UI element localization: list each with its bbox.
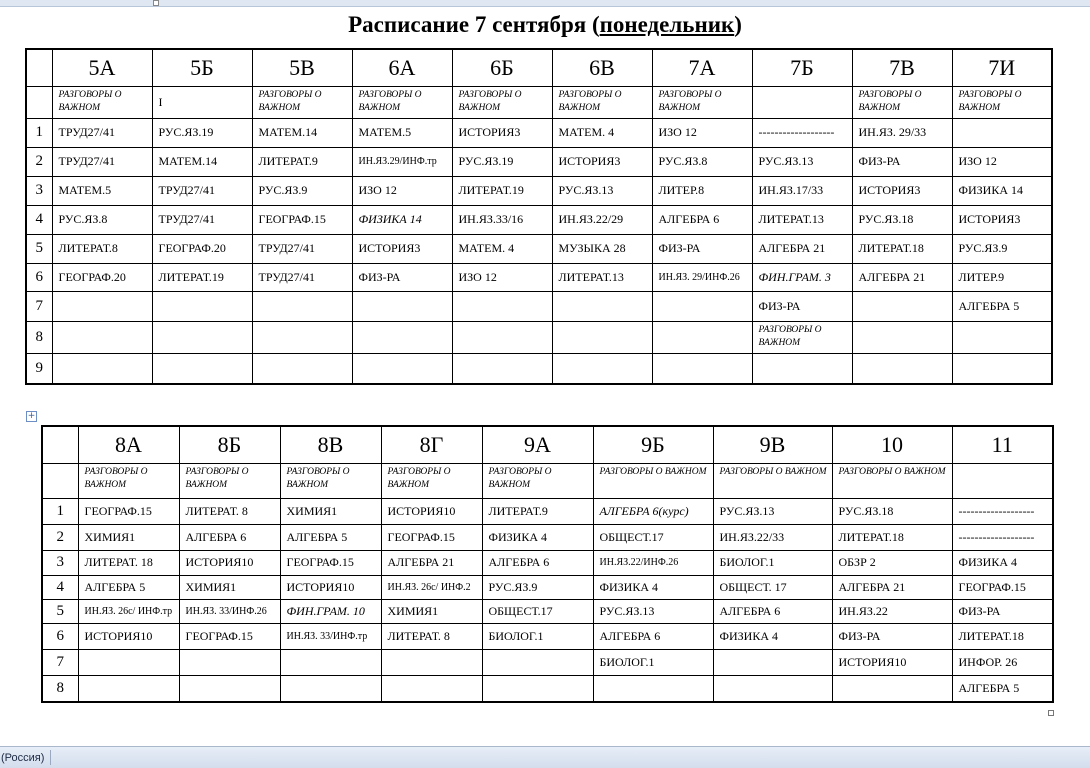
lesson-row xyxy=(42,599,1053,623)
lesson-cell xyxy=(381,649,482,675)
lesson-cell: ГЕОГРАФ.20 xyxy=(52,263,152,291)
lesson-cell: РУС.ЯЗ.13 xyxy=(752,147,852,176)
lesson-cell xyxy=(452,353,552,384)
lesson-cell: ЛИТЕРАТ. 18 xyxy=(78,550,179,575)
class-header: 9Б xyxy=(593,426,713,463)
lesson-cell: ИН.ЯЗ.17/33 xyxy=(752,176,852,205)
lesson-cell: ТРУД27/41 xyxy=(252,263,352,291)
lesson-number: 7 xyxy=(26,291,52,321)
lesson-zero-cell: РАЗГОВОРЫ О ВАЖНОМ xyxy=(593,463,713,498)
class-header: 9В xyxy=(713,426,832,463)
lesson-cell xyxy=(652,353,752,384)
table-move-handle-icon[interactable]: + xyxy=(27,411,36,421)
lesson-row xyxy=(42,575,1053,599)
lesson-zero-cell: РАЗГОВОРЫ О ВАЖНОМ xyxy=(179,463,280,498)
lesson-number: 6 xyxy=(26,263,52,291)
lesson-cell: АЛГЕБРА 5 xyxy=(78,575,179,599)
lesson-zero-cell xyxy=(952,463,1053,498)
lesson-cell: ИСТОРИЯ3 xyxy=(452,118,552,147)
lesson-row xyxy=(42,675,1053,702)
lesson-cell: ЛИТЕР.8 xyxy=(652,176,752,205)
lesson-zero-cell: РАЗГОВОРЫ О ВАЖНОМ xyxy=(852,86,952,118)
lesson-number: 2 xyxy=(26,147,52,176)
lesson-cell: ЛИТЕРАТ.19 xyxy=(152,263,252,291)
lesson-cell: ИСТОРИЯ10 xyxy=(179,550,280,575)
lesson-cell: ИСТОРИЯ3 xyxy=(352,234,452,263)
lesson-number: 7 xyxy=(42,649,78,675)
lesson-cell: АЛГЕБРА 21 xyxy=(752,234,852,263)
empty-cell xyxy=(42,463,78,498)
lesson-cell: ХИМИЯ1 xyxy=(381,599,482,623)
lesson-cell xyxy=(52,321,152,353)
lesson-cell: РУС.ЯЗ.13 xyxy=(713,498,832,524)
lesson-cell xyxy=(482,675,593,702)
lesson-cell xyxy=(713,675,832,702)
lesson-cell: ФИЗИКА 4 xyxy=(713,623,832,649)
lesson-number: 9 xyxy=(26,353,52,384)
table-resize-handle[interactable] xyxy=(1048,710,1054,716)
lesson-cell: ГЕОГРАФ.15 xyxy=(179,623,280,649)
lesson-cell: БИОЛОГ.1 xyxy=(713,550,832,575)
lesson-cell xyxy=(352,353,452,384)
lesson-zero-cell: РАЗГОВОРЫ О ВАЖНОМ xyxy=(832,463,952,498)
lesson-cell: ЛИТЕР.9 xyxy=(952,263,1052,291)
lesson-number: 4 xyxy=(42,575,78,599)
lesson-zero-cell: РАЗГОВОРЫ О ВАЖНОМ xyxy=(452,86,552,118)
page-title: Расписание 7 сентября (понедельник) xyxy=(348,12,742,37)
lesson-cell: АЛГЕБРА 6 xyxy=(652,205,752,234)
class-header: 6А xyxy=(352,49,452,86)
lesson-cell xyxy=(593,675,713,702)
class-header: 8А xyxy=(78,426,179,463)
lesson-cell: АЛГЕБРА 5 xyxy=(280,524,381,550)
lesson-cell: ХИМИЯ1 xyxy=(280,498,381,524)
lesson-cell: ОБЩЕСТ.17 xyxy=(593,524,713,550)
lesson-cell: ФИЗИКА 14 xyxy=(352,205,452,234)
lesson-cell: АЛГЕБРА 5 xyxy=(952,291,1052,321)
lesson-cell xyxy=(452,291,552,321)
lesson-cell: ЛИТЕРАТ.19 xyxy=(452,176,552,205)
lesson-cell: ИН.ЯЗ. 29/33 xyxy=(852,118,952,147)
lesson-number: 5 xyxy=(26,234,52,263)
lesson-cell xyxy=(952,321,1052,353)
lesson-cell: ИН.ЯЗ. 26с/ ИНФ.2 xyxy=(381,575,482,599)
lesson-cell: ЛИТЕРАТ.9 xyxy=(482,498,593,524)
lesson-row xyxy=(26,176,1052,205)
lesson-cell: ТРУД27/41 xyxy=(152,176,252,205)
lesson-cell: ИН.ЯЗ.22/ИНФ.26 xyxy=(593,550,713,575)
lesson-row xyxy=(26,118,1052,147)
lesson-cell xyxy=(952,353,1052,384)
lesson-cell xyxy=(552,353,652,384)
lesson-cell: АЛГЕБРА 21 xyxy=(832,575,952,599)
lesson-cell: ФИН.ГРАМ. 10 xyxy=(280,599,381,623)
ruler-marker[interactable] xyxy=(153,0,159,6)
lesson-cell: ГЕОГРАФ.20 xyxy=(152,234,252,263)
class-header: 6Б xyxy=(452,49,552,86)
lesson-cell: ИСТОРИЯ10 xyxy=(381,498,482,524)
lesson-number: 6 xyxy=(42,623,78,649)
lesson-cell xyxy=(452,321,552,353)
window-top-strip xyxy=(0,0,1090,7)
lesson-cell: АЛГЕБРА 6 xyxy=(713,599,832,623)
lesson-cell: ИН.ЯЗ.22 xyxy=(832,599,952,623)
class-header: 8В xyxy=(280,426,381,463)
class-header: 5Б xyxy=(152,49,252,86)
lesson-cell xyxy=(152,291,252,321)
status-separator xyxy=(50,750,51,765)
lesson-cell: МАТЕМ. 4 xyxy=(452,234,552,263)
lesson-cell: АЛГЕБРА 6 xyxy=(179,524,280,550)
lesson-cell: ФИЗ-РА xyxy=(752,291,852,321)
empty-cell xyxy=(26,86,52,118)
lesson-cell: ЛИТЕРАТ. 8 xyxy=(179,498,280,524)
lesson-cell xyxy=(179,675,280,702)
lesson-cell: ТРУД27/41 xyxy=(252,234,352,263)
class-header: 9А xyxy=(482,426,593,463)
lesson-cell xyxy=(652,291,752,321)
lesson-cell: ЛИТЕРАТ.18 xyxy=(832,524,952,550)
lesson-cell: РУС.ЯЗ.13 xyxy=(552,176,652,205)
title-day: понедельник xyxy=(599,12,735,37)
lesson-cell: ИСТОРИЯ3 xyxy=(952,205,1052,234)
lesson-cell: ИЗО 12 xyxy=(652,118,752,147)
lesson-cell: РУС.ЯЗ.9 xyxy=(252,176,352,205)
class-header: 7И xyxy=(952,49,1052,86)
lesson-cell: ИН.ЯЗ. 26с/ ИНФ.тр xyxy=(78,599,179,623)
lesson-cell: РУС.ЯЗ.18 xyxy=(832,498,952,524)
lesson-cell: ИН.ЯЗ. 29/ИНФ.26 xyxy=(652,263,752,291)
lesson-row xyxy=(26,291,1052,321)
lesson-cell: БИОЛОГ.1 xyxy=(593,649,713,675)
lesson-cell: БИОЛОГ.1 xyxy=(482,623,593,649)
lesson-cell xyxy=(552,291,652,321)
lesson-number: 4 xyxy=(26,205,52,234)
lesson-cell xyxy=(78,649,179,675)
lesson-cell: ФИЗ-РА xyxy=(952,599,1053,623)
language-indicator[interactable]: (Россия) xyxy=(1,752,45,764)
lesson-cell: ОБЩЕСТ.17 xyxy=(482,599,593,623)
lesson-cell: ГЕОГРАФ.15 xyxy=(280,550,381,575)
lesson-zero-cell: РАЗГОВОРЫ О ВАЖНОМ xyxy=(280,463,381,498)
lesson-cell: РУС.ЯЗ.19 xyxy=(452,147,552,176)
lesson-cell: ИН.ЯЗ. 33/ИНФ.26 xyxy=(179,599,280,623)
lesson-cell: РАЗГОВОРЫ О ВАЖНОМ xyxy=(752,321,852,353)
lesson-zero-cell: РАЗГОВОРЫ О ВАЖНОМ xyxy=(952,86,1052,118)
lesson-cell xyxy=(352,291,452,321)
lesson-cell: ХИМИЯ1 xyxy=(78,524,179,550)
lesson-cell: ФИЗ-РА xyxy=(832,623,952,649)
lesson-cell xyxy=(280,675,381,702)
lesson-cell: ИН.ЯЗ.22/33 xyxy=(713,524,832,550)
lesson-zero-cell: РАЗГОВОРЫ О ВАЖНОМ xyxy=(78,463,179,498)
lesson-cell xyxy=(652,321,752,353)
lesson-cell xyxy=(552,321,652,353)
status-bar xyxy=(0,746,1090,768)
lesson-cell xyxy=(52,353,152,384)
lesson-cell: МАТЕМ.5 xyxy=(52,176,152,205)
lesson-cell: АЛГЕБРА 6 xyxy=(593,623,713,649)
lesson-zero-cell: РАЗГОВОРЫ О ВАЖНОМ xyxy=(482,463,593,498)
lesson-cell: ГЕОГРАФ.15 xyxy=(381,524,482,550)
lesson-row xyxy=(26,147,1052,176)
lesson-cell: ЛИТЕРАТ.18 xyxy=(952,623,1053,649)
lesson-cell: ИН.ЯЗ.22/29 xyxy=(552,205,652,234)
lesson-cell: АЛГЕБРА 6 xyxy=(482,550,593,575)
schedule-table-grades-5-7 xyxy=(25,48,1053,385)
lesson-cell: РУС.ЯЗ.13 xyxy=(593,599,713,623)
lesson-zero-cell xyxy=(752,86,852,118)
lesson-cell: ГЕОГРАФ.15 xyxy=(252,205,352,234)
class-header: 8Г xyxy=(381,426,482,463)
lesson-cell: ФИЗИКА 4 xyxy=(593,575,713,599)
lesson-cell: ЛИТЕРАТ.13 xyxy=(552,263,652,291)
class-header: 11 xyxy=(952,426,1053,463)
lesson-cell: ЛИТЕРАТ.8 xyxy=(52,234,152,263)
class-header: 7А xyxy=(652,49,752,86)
lesson-cell: ------------------- xyxy=(952,498,1053,524)
lesson-row xyxy=(26,321,1052,353)
lesson-cell xyxy=(280,649,381,675)
lesson-row xyxy=(26,263,1052,291)
lesson-cell: ИЗО 12 xyxy=(352,176,452,205)
lesson-zero-cell: РАЗГОВОРЫ О ВАЖНОМ xyxy=(352,86,452,118)
lesson-cell: ЛИТЕРАТ.9 xyxy=(252,147,352,176)
lesson-row xyxy=(42,524,1053,550)
lesson-cell xyxy=(52,291,152,321)
lesson-row xyxy=(26,353,1052,384)
lesson-zero-cell: I xyxy=(152,86,252,118)
class-header: 6В xyxy=(552,49,652,86)
lesson-cell: ИСТОРИЯ10 xyxy=(832,649,952,675)
lesson-cell xyxy=(852,353,952,384)
lesson-cell xyxy=(352,321,452,353)
lesson-cell: ТРУД27/41 xyxy=(152,205,252,234)
lesson-cell: ФИЗИКА 14 xyxy=(952,176,1052,205)
lesson-cell xyxy=(381,675,482,702)
lesson-cell: ИСТОРИЯ3 xyxy=(852,176,952,205)
lesson-cell xyxy=(852,321,952,353)
lesson-number: 5 xyxy=(42,599,78,623)
lesson-cell: ЛИТЕРАТ. 8 xyxy=(381,623,482,649)
lesson-cell xyxy=(78,675,179,702)
class-header: 10 xyxy=(832,426,952,463)
lesson-cell: ОБЩЕСТ. 17 xyxy=(713,575,832,599)
class-header: 7В xyxy=(852,49,952,86)
lesson-row xyxy=(26,234,1052,263)
class-header: 7Б xyxy=(752,49,852,86)
lesson-number: 2 xyxy=(42,524,78,550)
lesson-cell xyxy=(252,321,352,353)
lesson-number: 8 xyxy=(42,675,78,702)
lesson-cell: АЛГЕБРА 5 xyxy=(952,675,1053,702)
lesson-cell: ФИЗ-РА xyxy=(852,147,952,176)
lesson-zero-cell: РАЗГОВОРЫ О ВАЖНОМ xyxy=(713,463,832,498)
lesson-cell: ГЕОГРАФ.15 xyxy=(952,575,1053,599)
corner-cell xyxy=(42,426,78,463)
lesson-cell: ------------------- xyxy=(952,524,1053,550)
lesson-row xyxy=(42,623,1053,649)
lesson-cell: РУС.ЯЗ.18 xyxy=(852,205,952,234)
lesson-cell: ЛИТЕРАТ.18 xyxy=(852,234,952,263)
lesson-cell: АЛГЕБРА 21 xyxy=(852,263,952,291)
lesson-cell xyxy=(952,118,1052,147)
lesson-cell: ГЕОГРАФ.15 xyxy=(78,498,179,524)
lesson-cell xyxy=(713,649,832,675)
lesson-cell: ФИЗИКА 4 xyxy=(482,524,593,550)
lesson-cell xyxy=(252,291,352,321)
lesson-number: 8 xyxy=(26,321,52,353)
lesson-cell xyxy=(152,353,252,384)
class-header: 8Б xyxy=(179,426,280,463)
lesson-cell: ФИЗИКА 4 xyxy=(952,550,1053,575)
lesson-cell: АЛГЕБРА 21 xyxy=(381,550,482,575)
lesson-cell: ТРУД27/41 xyxy=(52,147,152,176)
lesson-zero-cell: РАЗГОВОРЫ О ВАЖНОМ xyxy=(52,86,152,118)
schedule-table-grades-8-11 xyxy=(41,425,1054,703)
title-main: Расписание 7 сентября xyxy=(348,12,587,37)
class-header: 5В xyxy=(252,49,352,86)
lesson-cell: ФИЗ-РА xyxy=(652,234,752,263)
lesson-row xyxy=(42,498,1053,524)
lesson-cell: РУС.ЯЗ.9 xyxy=(952,234,1052,263)
lesson-cell: ИСТОРИЯ10 xyxy=(78,623,179,649)
lesson-row xyxy=(42,550,1053,575)
lesson-number: 3 xyxy=(42,550,78,575)
lesson-cell: МАТЕМ. 4 xyxy=(552,118,652,147)
lesson-cell: РУС.ЯЗ.19 xyxy=(152,118,252,147)
lesson-row xyxy=(26,205,1052,234)
lesson-zero-cell: РАЗГОВОРЫ О ВАЖНОМ xyxy=(381,463,482,498)
lesson-cell: ОБЗР 2 xyxy=(832,550,952,575)
lesson-cell: ИН.ЯЗ.29/ИНФ.тр xyxy=(352,147,452,176)
lesson-number: 1 xyxy=(42,498,78,524)
lesson-cell xyxy=(179,649,280,675)
lesson-cell xyxy=(832,675,952,702)
lesson-cell: ХИМИЯ1 xyxy=(179,575,280,599)
lesson-row xyxy=(42,649,1053,675)
lesson-cell: РУС.ЯЗ.8 xyxy=(52,205,152,234)
lesson-cell: ИЗО 12 xyxy=(452,263,552,291)
lesson-cell: ИЗО 12 xyxy=(952,147,1052,176)
lesson-cell: ФИЗ-РА xyxy=(352,263,452,291)
lesson-number: 1 xyxy=(26,118,52,147)
lesson-cell: РУС.ЯЗ.8 xyxy=(652,147,752,176)
lesson-cell: ИНФОР. 26 xyxy=(952,649,1053,675)
lesson-cell xyxy=(252,353,352,384)
lesson-cell xyxy=(482,649,593,675)
lesson-zero-cell: РАЗГОВОРЫ О ВАЖНОМ xyxy=(252,86,352,118)
lesson-cell: ФИН.ГРАМ. 3 xyxy=(752,263,852,291)
lesson-cell: МАТЕМ.14 xyxy=(252,118,352,147)
lesson-cell xyxy=(152,321,252,353)
lesson-zero-cell: РАЗГОВОРЫ О ВАЖНОМ xyxy=(552,86,652,118)
class-header: 5А xyxy=(52,49,152,86)
lesson-cell: ИН.ЯЗ.33/16 xyxy=(452,205,552,234)
lesson-cell: ЛИТЕРАТ.13 xyxy=(752,205,852,234)
lesson-cell: РУС.ЯЗ.9 xyxy=(482,575,593,599)
lesson-cell: ------------------- xyxy=(752,118,852,147)
lesson-cell: МАТЕМ.5 xyxy=(352,118,452,147)
lesson-number: 3 xyxy=(26,176,52,205)
lesson-cell xyxy=(752,353,852,384)
lesson-cell: ИСТОРИЯ3 xyxy=(552,147,652,176)
corner-cell xyxy=(26,49,52,86)
lesson-cell: АЛГЕБРА 6(курс) xyxy=(593,498,713,524)
lesson-cell: МУЗЫКА 28 xyxy=(552,234,652,263)
lesson-cell: ИН.ЯЗ. 33/ИНФ.тр xyxy=(280,623,381,649)
lesson-cell: ТРУД27/41 xyxy=(52,118,152,147)
lesson-cell: ИСТОРИЯ10 xyxy=(280,575,381,599)
lesson-zero-cell: РАЗГОВОРЫ О ВАЖНОМ xyxy=(652,86,752,118)
lesson-cell: МАТЕМ.14 xyxy=(152,147,252,176)
lesson-cell xyxy=(852,291,952,321)
